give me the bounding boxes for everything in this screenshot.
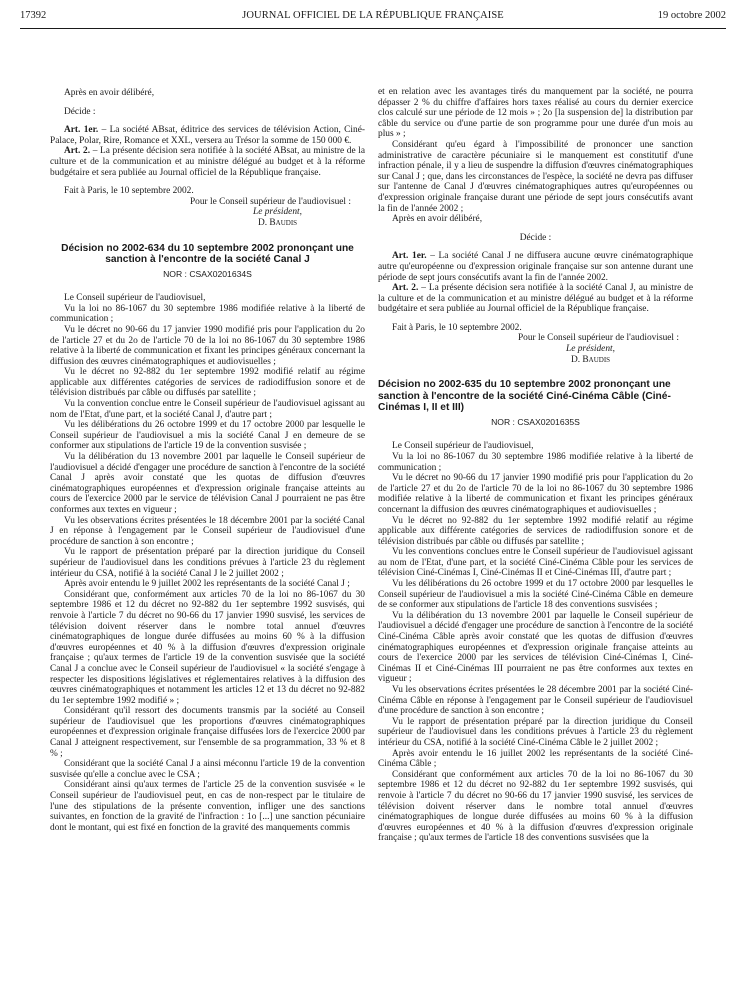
article-1: Art. 1er. – La société Canal J ne diffusera aucune œuvre cinématographique autre qu'européenne ou d'expression originale française sur son antenne durant une période de sept jours consécutifs avant la fin de l'année 2002.: [378, 251, 694, 283]
article-label: Art. 1er.: [64, 125, 99, 136]
paragraph: Après avoir entendu le 9 juillet 2002 les représentants de la société Canal J ;: [64, 579, 350, 590]
paragraph: Considérant que la société Canal J a ainsi méconnu l'article 19 de la convention susvisée qu'elle a conclue avec le CSA ;: [50, 759, 365, 780]
article-2: Art. 2. – La présente décision sera notifiée à la société Canal J, au ministre de la culture et de la communication et au ministre délégué au budget et à la réforme budgétaire et sera publiée au Journal officiel de la République française.: [378, 283, 694, 315]
paragraph: Considérant qu'eu égard à l'impossibilité de prononcer une sanction administrative de caractère pécuniaire si le manquement est constitutif d'une infraction pénale, il y a lieu de suspendre la diffusion d'œuvres cinématographiques sur Canal J ; que, dans les circonstances de l'espèce, la société ne devra pas diffuser sur l'antenne de Canal J d'œuvres cinématographiques autres qu'européennes ou d'expression originale française durant une période de sept jours consécutifs avant la fin de l'année 2002 ;: [378, 139, 693, 214]
signature-name: D. Baudis: [257, 217, 298, 228]
paragraph: Considérant ainsi qu'aux termes de l'article 25 de la convention susvisée « le Conseil supérieur de l'audiovisuel peut, en cas de non-respect par le titulaire de l'une des stipulations de la présente convention, infliger une des sanctions suivantes, en fonction de la gravité de l'infraction : 1o [...] une sanction pécuniaire dont le montant, qui est fixé en fonction de la gravité des manquements commis: [50, 780, 365, 833]
paragraph: Vu les délibérations du 26 octobre 1999 et du 17 octobre 2000 par lesquelles le Conseil supérieur de l'audiovisuel a mis la société Ciné-Cinéma Câble en demeure de se conformer aux stipulations de l'article 18 des conventions susvisées ;: [378, 579, 693, 611]
paragraph: Vu le rapport de présentation préparé par la direction juridique du Conseil supérieur de l'audiovisuel dans les conditions prévues à l'article 23 du règlement intérieur du CSA, notifié à la société Ciné-Cinéma Câble le 2 juillet 2002 ;: [378, 716, 693, 748]
paragraph: Après en avoir délibéré,: [64, 88, 155, 98]
paragraph: Vu la loi no 86-1067 du 30 septembre 1986 modifiée relative à la liberté de communication ;: [378, 451, 693, 473]
signature-place-date: Fait à Paris, le 10 septembre 2002.: [392, 322, 522, 333]
paragraph: Vu la délibération du 13 novembre 2001 par laquelle le Conseil supérieur de l'audiovisuel a décidé d'engager une procédure de sanction à l'encontre de la société Ciné-Cinéma Câble après avoir constaté que les quotas de diffusion d'œuvres cinématographiques européennes et d'expression originale française atteints au cours de l'exercice 2000 par les services de télévision Ciné-Cinémas I, Ciné-Cinémas II et Ciné-Cinémas III pourraient ne pas être conformes aux textes en vigueur ;: [378, 610, 693, 685]
paragraph: Considérant que, conformément aux articles 70 de la loi no 86-1067 du 30 septembre 1986 et 12 du décret no 92-882 du 1er septembre 1992 susvisés, qui renvoie à l'article 7 du décret no 90-66 du 17 janvier 1990 susvisé, les services de télévision doivent réserver dans le nombre total annuel d'œuvres cinématographiques de longue durée diffusées au moins 60 % à la diffusion d'œuvres européennes et 40 % à la diffusion d'œuvres d'expression originale française ; qu'aux termes de l'article 19 de la convention susvisée que la société Canal J a conclue avec le Conseil supérieur de l'audiovisuel « la société s'engage à respecter les dispositions législatives et réglementaires relatives à la diffusion des œuvres cinématographiques et notamment les articles 12 et 13 du décret no 92-882 du 1er septembre 1992 modifié » ;: [50, 589, 365, 706]
article-1: Art. 1er. – La société ABsat, éditrice des services de télévision Action, Ciné-Palace, Polar, Rire, Romance et XXL, versera au Trésor la somme de 150 000 €.: [50, 125, 366, 146]
decision-body: [378, 441, 693, 844]
nor-reference: NOR : CSAX0201634S: [163, 268, 252, 279]
paragraph: Vu la loi no 86-1067 du 30 septembre 1986 modifiée relative à la liberté de communication ;: [50, 303, 365, 325]
signature-authority: Pour le Conseil supérieur de l'audiovisuel :: [517, 333, 679, 344]
signature-title: Le président,: [566, 344, 615, 355]
paragraph: Vu les délibérations du 26 octobre 1999 et du 17 octobre 2000 par lesquelle le Conseil supérieur de l'audiovisuel a mis la société Canal J en demeure de se conformer aux stipulations de l'article 19 de la convention susvisée ;: [50, 420, 365, 452]
article-2: Art. 2. – La présente décision sera notifiée à la société ABsat, au ministre de la culture et de la communication et au ministre délégué au budget et à la réforme budgétaire et sera publiée au Journal officiel de la République française.: [50, 146, 365, 178]
paragraph: Considérant que conformément aux articles 70 de la loi no 86-1067 du 30 septembre 1986 et 12 du décret no 92-882 du 1er septembre 1992 susvisés, qui renvoie à l'article 7 du décret no 90-66 du 17 janvier 1990 susvisé, les services de télévision doivent réserver dans le nombre total annuel d'œuvres cinématographiques de longue durée diffusées au moins 60 % à la diffusion d'œuvres européennes et 40 % à la diffusion d'œuvres d'expression originale française ; qu'aux termes de l'article 18 des conventions susvisées que la: [378, 769, 693, 844]
decision-title: Décision no 2002-635 du 10 septembre 2002 prononçant une sanction à l'encontre de la société Ciné-Cinéma Câble (Ciné-Cinémas I, II et III): [378, 379, 671, 414]
decide-heading: Décide :: [519, 232, 552, 243]
signature-name: D. Baudis: [570, 354, 611, 365]
paragraph: Vu le décret no 92-882 du 1er septembre 1992 modifié relatif au régime applicable aux différentes catégories de services de radiodiffusion sonore et de télévision distribués par câble ou diffusés par satellite ;: [50, 367, 365, 399]
issue-date: 19 octobre 2002: [657, 10, 726, 21]
paragraph: Vu le décret no 92-882 du 1er septembre 1992 modifié relatif au régime applicable aux différente catégories de services de radiodiffusion sonore et de télévision distribués par câble ou diffusés par satellite ;: [378, 515, 693, 547]
nor-reference: NOR : CSAX0201635S: [491, 416, 580, 427]
paragraph: Vu les observations écrites présentées le 28 décembre 2001 par la société Ciné-Cinéma Câble en réponse à l'engagement par le Conseil supérieur de l'audiovisuel d'une procédure de sanction à son encontre ;: [378, 685, 693, 717]
paragraph: et en relation avec les avantages tirés du manquement par la société, ne pourra dépasser 2 % du chiffre d'affaires hors taxes réalisé au cours du dernier exercice clos calculé sur une période de 12 mois » ; 2o [la suspension de] la distribution par câble du service ou d'une partie de son programme pour une durée d'un mois au plus » ;: [378, 87, 693, 140]
paragraph: Vu les observations écrites présentées le 18 décembre 2001 par la société Canal J en réponse à l'engagement par le Conseil supérieur de l'audiovisuel d'une procédure de sanction à son encontre ;: [50, 515, 365, 547]
signature-place-date: Fait à Paris, le 10 septembre 2002.: [64, 186, 194, 197]
paragraph: Le Conseil supérieur de l'audiovisuel,: [64, 293, 206, 304]
paragraph: Vu la délibération du 13 novembre 2001 par laquelle le Conseil supérieur de l'audiovisuel a décidé d'engager une procédure de sanction à l'encontre de la société Canal J après avoir constaté que les quotas de diffusion d'œuvres cinématographiques européennes et d'expression originale française atteints au cours de l'exercice 2000 par le service de télévision Canal J pourraient ne pas être conformes aux textes en vigueur ;: [50, 452, 365, 515]
article-label: Art. 2.: [392, 283, 419, 294]
decide-heading: Décide :: [64, 106, 96, 117]
paragraph: Après avoir entendu le 16 juillet 2002 les représentants de la société Ciné-Cinéma Câble ;: [378, 748, 693, 770]
page-header: [20, 8, 726, 38]
signature-authority: Pour le Conseil supérieur de l'audiovisuel :: [189, 196, 351, 207]
paragraph: Le Conseil supérieur de l'audiovisuel,: [392, 441, 534, 452]
page-number: 17392: [20, 10, 47, 21]
left-column: [50, 88, 365, 833]
paragraph: Vu les conventions conclues entre le Conseil supérieur de l'audiovisuel agissant au nom de l'Etat, d'une part, et la société Ciné-Cinéma Câble pour les services de télévision Ciné-Cinémas I, Ciné-Cinémas II et Ciné-Cinémas III, d'autre part ;: [378, 547, 693, 579]
header-rule: [20, 28, 726, 29]
decision-title: Décision no 2002-634 du 10 septembre 2002 prononçant une sanction à l'encontre de la société Canal J: [61, 242, 354, 266]
article-label: Art. 2.: [64, 146, 91, 157]
decision-body: [50, 293, 365, 833]
article-label: Art. 1er.: [392, 251, 427, 262]
paragraph: Après en avoir délibéré,: [392, 214, 483, 225]
signature-title: Le président,: [253, 207, 302, 218]
right-column: [378, 87, 693, 844]
paragraph: Vu le décret no 90-66 du 17 janvier 1990 modifié pris pour l'application du 2o de l'article 27 et du 2o de l'article 70 de la loi no 86-1067 du 30 septembre 1986 modifiée relative à la liberté de communication et fixant les principes généraux concernant la diffusion des œuvres cinématographiques et audiovisuelles ;: [378, 473, 693, 515]
journal-title: JOURNAL OFFICIEL DE LA RÉPUBLIQUE FRANÇAISE: [242, 10, 504, 21]
paragraph: Vu le décret no 90-66 du 17 janvier 1990 modifié pris pour l'application du 2o de l'article 27 et du 2o de l'article 70 de la loi no 86-1067 du 30 septembre 1986 relative à la liberté de communication et fixant les principes généraux concernant la diffusion des œuvres cinématographiques et audiovisuelles ;: [50, 324, 365, 367]
paragraph: Considérant qu'il ressort des documents transmis par la société au Conseil supérieur de l'audiovisuel que les proportions d'œuvres cinématographiques européennes et d'expression originale française diffusées lors de l'exercice 2000 par Canal J atteignent respectivement, sur l'ensemble de sa programmation, 33 % et 8 % ;: [50, 706, 365, 759]
paragraph: Vu la convention conclue entre le Conseil supérieur de l'audiovisuel agissant au nom de l'Etat, d'une part, et la société Canal J, d'autre part ;: [50, 399, 365, 420]
paragraph: Vu le rapport de présentation préparé par la direction juridique du Conseil supérieur de l'audiovisuel dans les conditions prévues à l'article 23 du règlement intérieur du CSA, notifié à la société Canal J le 2 juillet 2002 ;: [50, 547, 365, 579]
